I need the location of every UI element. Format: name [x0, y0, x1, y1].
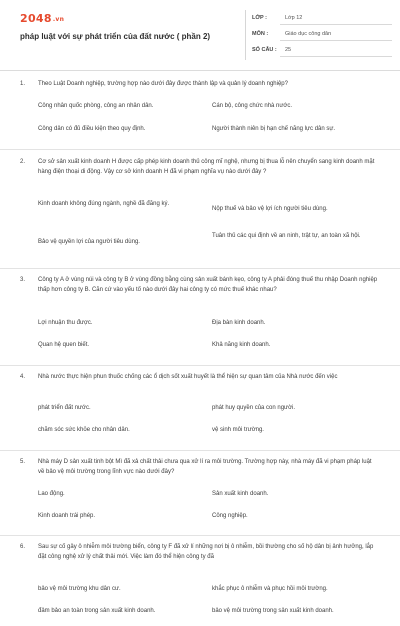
- logo-main: 2048: [20, 12, 52, 25]
- question-number: 2.: [20, 159, 26, 165]
- question-item: [0, 70, 400, 150]
- meta-underline: [280, 56, 392, 57]
- meta-class-value: Lớp 12: [285, 15, 303, 21]
- answer-option[interactable]: Kinh doanh trái phép.: [38, 513, 96, 519]
- answer-option[interactable]: Kinh doanh không đúng ngành, nghề đã đăng ký.: [38, 201, 170, 207]
- question-text: Nhà máy D sản xuất tinh bột Mì đã xả chất thải chưa qua xử lí ra môi trường. Trường hợp này, nhà máy đã vi phạm pháp luật về bảo vệ môi trường trong lĩnh vực nào dưới đây?: [38, 459, 372, 475]
- answer-option[interactable]: Quan hệ quen biết.: [38, 342, 90, 348]
- question-item: [0, 366, 400, 451]
- question-item: [0, 451, 400, 536]
- answer-option[interactable]: Khả năng kinh doanh.: [212, 342, 271, 348]
- meta-count-label: SỐ CÂU :: [252, 47, 277, 53]
- question-item: [0, 269, 400, 366]
- question-item: [0, 150, 400, 269]
- question-number: 3.: [20, 277, 26, 283]
- worksheet-header: [0, 0, 400, 71]
- meta-class-label: LỚP :: [252, 15, 267, 21]
- worksheet-title: pháp luật với sự phát triển của đất nước ( phần 2): [20, 32, 211, 41]
- answer-option[interactable]: khắc phục ô nhiễm và phục hồi môi trường.: [212, 586, 328, 592]
- answer-option[interactable]: Sản xuất kinh doanh.: [212, 491, 269, 497]
- question-text: Sau sự cố gây ô nhiễm môi trường biển, công ty F đã xử lí những nơi bị ô nhiễm, bồi thường cho số hộ dân bị ảnh hưởng, lắp đặt công nghệ xử lý chất thải mới. Việc làm đó thể hiện công ty đã: [38, 544, 374, 560]
- answer-option[interactable]: Lợi nhuận thu được.: [38, 320, 93, 326]
- answer-option[interactable]: Công nghiệp.: [212, 513, 248, 519]
- meta-subject-value: Giáo dục công dân: [285, 31, 332, 37]
- answer-option[interactable]: bảo vệ môi trường trong sản xuất kinh doanh.: [212, 608, 334, 614]
- answer-option[interactable]: Địa bàn kinh doanh.: [212, 320, 266, 326]
- answer-option[interactable]: Công nhân quốc phòng, công an nhân dân.: [38, 103, 154, 109]
- question-number: 1.: [20, 81, 26, 87]
- question-text: Công ty A ở vùng núi và công ty B ở vùng đồng bằng cùng sản xuất bánh kẹo, công ty A phải đóng thuế thu nhập Doanh nghiệp thấp hơn công ty B. Căn cứ vào yếu tố nào dưới đây hai công ty có mức thuế khác nhau?: [38, 277, 378, 293]
- answer-option[interactable]: phát huy quyền của con người.: [212, 405, 296, 411]
- answer-option[interactable]: chăm sóc sức khỏe cho nhân dân.: [38, 427, 130, 433]
- answer-option[interactable]: phát triển đất nước.: [38, 405, 91, 411]
- site-logo[interactable]: [20, 12, 64, 25]
- question-list: [0, 70, 400, 626]
- question-text: Nhà nước thực hiện phun thuốc chống các ổ dịch sốt xuất huyết là thể hiện sự quan tâm của Nhà nước đến việc: [38, 374, 338, 380]
- meta-row-count: [252, 45, 392, 61]
- question-text: Cơ sở sản xuất kinh doanh H được cấp phép kinh doanh thủ công mĩ nghệ, nhưng bị thua lỗ nên chuyển sang kinh doanh mặt hàng điện thoại di động. Vậy cơ sở kinh doanh H đã vi phạm nghĩa vụ nào dưới đây ?: [38, 159, 375, 175]
- answer-option[interactable]: Cán bộ, công chức nhà nước.: [212, 103, 293, 109]
- answer-option[interactable]: Bảo vệ quyền lợi của người tiêu dùng.: [38, 239, 140, 245]
- question-item: [0, 536, 400, 626]
- logo-sub: .vn: [52, 16, 65, 23]
- answer-option[interactable]: Lao động.: [38, 491, 65, 497]
- answer-option[interactable]: Nộp thuế và bảo vệ lợi ích người tiêu dùng.: [212, 206, 328, 212]
- answer-option[interactable]: Người thành niên bị hạn chế năng lực dân sự.: [212, 126, 336, 132]
- meta-subject-label: MÔN :: [252, 31, 269, 37]
- question-number: 6.: [20, 544, 26, 550]
- answer-option[interactable]: bảo vệ môi trường khu dân cư.: [38, 586, 121, 592]
- meta-underline: [280, 40, 392, 41]
- meta-row-class: [252, 13, 392, 29]
- question-text: Theo Luật Doanh nghiệp, trường hợp nào dưới đây được thành lập và quản lý doanh nghiệp?: [38, 81, 288, 87]
- meta-row-subject: [252, 29, 392, 45]
- meta-underline: [280, 24, 392, 25]
- question-number: 4.: [20, 374, 26, 380]
- answer-option[interactable]: vệ sinh môi trường.: [212, 427, 264, 433]
- answer-option[interactable]: đảm bảo an toàn trong sản xuất kinh doanh.: [38, 608, 156, 614]
- worksheet-meta: [252, 13, 392, 61]
- answer-option[interactable]: Tuân thủ các qui định về an ninh, trật tự, an toàn xã hội.: [212, 233, 361, 239]
- question-number: 5.: [20, 459, 26, 465]
- meta-count-value: 25: [285, 47, 292, 53]
- answer-option[interactable]: Công dân có đủ điều kiện theo quy định.: [38, 126, 146, 132]
- header-divider: [245, 10, 246, 60]
